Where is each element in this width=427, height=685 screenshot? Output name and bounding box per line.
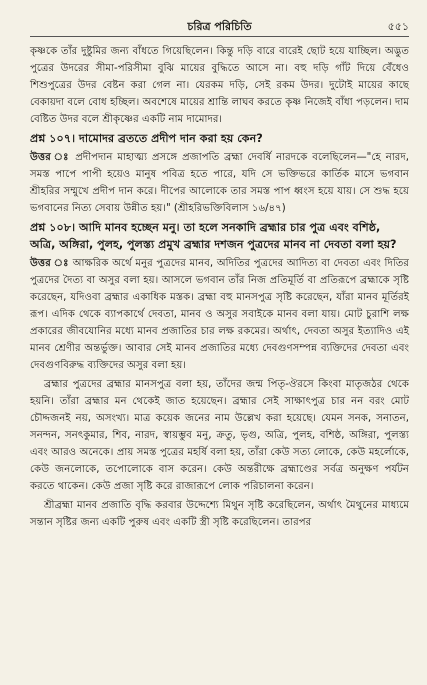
- page-number: ৫৫১: [387, 20, 409, 33]
- paragraph: শ্রীব্রহ্মা মানব প্রজাতি বৃদ্ধি করবার উদ্দেশ্যে মিথুন সৃষ্টি করেছিলেন, অর্থাৎ মৈথুনের মাধ্যমে সন্তান সৃষ্টির জন্য একটি পুরুষ এবং একটি স্ত্রী সৃষ্টি করেছিলেন। তারপর: [30, 500, 409, 528]
- page-body: [30, 43, 409, 531]
- answer-label: উত্তর ঃ: [30, 152, 71, 163]
- paragraph: ব্রহ্মার পুত্রদের ব্রহ্মার মানসপুত্র বলা হয়, তাঁদের জন্ম পিতৃ-ঔরসে কিংবা মাতৃজঠর থেকে হয়নি। তাঁরা ব্রহ্মার মন থেকেই জাত হয়েছেন। ব্রহ্মার সেই সাক্ষাৎপুত্র চার নন বরং মোট চৌদ্দজনই নয়, অসংখ্য। মাত্র কয়েক জনের নাম উল্লেখ করা হয়েছে। যেমন সনক, সনাতন, সনন্দন, সনৎকুমার, শিব, নারদ, স্বায়ম্ভুব মনু, ক্রতু, ভৃগু, অত্রি, পুলহ, বশিষ্ঠ, অঙ্গিরা, পুলস্ত্য এবং আরও অনেকে। প্রায় সমস্ত পুত্রের মহর্ষি বলা হয়, তাঁরা কেউ সত্য লোকে, কেউ মহর্লোকে, কেউ জনলোকে, তপোলোকে বাস করেন। কেউ অন্তরীক্ষে ব্রহ্মাণ্ডের সর্বত্র অনুক্ষণ পর্যটন করতে থাকেন। কেউ প্রজা সৃষ্টি করে রাজারূপে লোক পরিচালনা করেন।: [30, 379, 409, 492]
- answer-108: [30, 255, 409, 374]
- answer-text: আক্ষরিক অর্থে মনুর পুত্রদের মানব, অদিতির পুত্রদের আদিত্য বা দেবতা এবং দিতির পুত্রদের দৈত্য বা অসুর বলা হয়। আসলে ভগবান তাঁর নিজ প্রতিমূর্তি বা প্রতিরূপে ব্রহ্মাকে সৃষ্টি করেছেন, যদিওবা ব্রহ্মার একাধিক মস্তক। ব্রহ্মা বহু মানসপুত্র সৃষ্টি করেছেন, যাঁরা মানব মূর্তিরই রূপ। এদিক থেকে ব্যাপকার্থে দেবতা, মানব ও অসুর সবাইকে মানব বলা যায়। মোট চুরাশি লক্ষ প্রকারের জীবযোনির মধ্যে মানব প্রজাতির চার লক্ষ রকমের। অর্থাৎ, দেবতা অসুর ইত্যাদিও এই মানব শ্রেণীর অন্তর্ভুক্ত। আবার সেই মানব প্রজাতির মধ্যে দেবগুণসম্পন্ন ব্যক্তিদের দেবতা এবং দেবগুণবিরুদ্ধ ব্যক্তিদের অসুর বলা হয়।: [30, 258, 409, 371]
- answer-text: প্রদীপদান মাহাত্ম্য প্রসঙ্গে প্রজাপতি ব্রহ্মা দেবর্ষি নারদকে বলেছিলেন—"হে নারদ, সমস্ত পাপে পাপী হয়েও মানুষ পবিত্র হতে পারে, যদি সে ভক্তিভরে কার্তিক মাসে ভগবান শ্রীহরির সম্মুখে প্রদীপ দান করে। দীপের আলোকে তার সমস্ত পাপ ধ্বংস হয়ে যায়। সে শুদ্ধ হয়ে ভগবানের নিত্য সেবায় উন্নীত হয়।" (শ্রীহরিভক্তিবিলাস ১৬/৪৭): [30, 152, 409, 214]
- question-108: প্রশ্ন ১০৮। আদি মানব হচ্ছেন মনু। তা হলে সনকাদি ব্রহ্মার চার পুত্র এবং বশিষ্ঠ, অত্রি, অঙ্গিরা, পুলহ, পুলস্ত্য প্রমুখ ব্রহ্মার দশজন পুত্রদের মানব না দেবতা বলা হয়?: [30, 221, 397, 251]
- answer-107: [30, 149, 409, 217]
- paragraph: কৃষ্ণকে তাঁর দুষ্টুমির জন্য বাঁধতে গিয়েছিলেন। কিন্তু দড়ি বারে বারেই ছোট হয়ে যাচ্ছিল। অদ্ভুত পুত্রের উদরের সীমা-পরিসীমা বুঝি মায়ের বুদ্ধিতে আসে না। বহু দড়ি গাঁট দিয়ে বেঁধেও শিশুপুত্রের উদর বেষ্টন করা গেল না। যেরকম দড়ি, সেই রকম উদর। দুটোই মায়ের কাছে বেকায়দা বলে বোধ হচ্ছিল। অবশেষে মায়ের শ্রান্তি লাঘব করতে কৃষ্ণ নিজেই বাঁধা পড়লেন। দাম বেষ্টিত উদর বলে শ্রীকৃষ্ণের একটি নাম দামোদর।: [30, 46, 409, 125]
- question-107: প্রশ্ন ১০৭। দামোদর ব্রততে প্রদীপ দান করা হয় কেন?: [30, 132, 263, 145]
- answer-label: উত্তর ঃ: [30, 258, 70, 269]
- running-title: চরিত্র পরিচিতি: [187, 20, 252, 33]
- page-header: [30, 12, 409, 34]
